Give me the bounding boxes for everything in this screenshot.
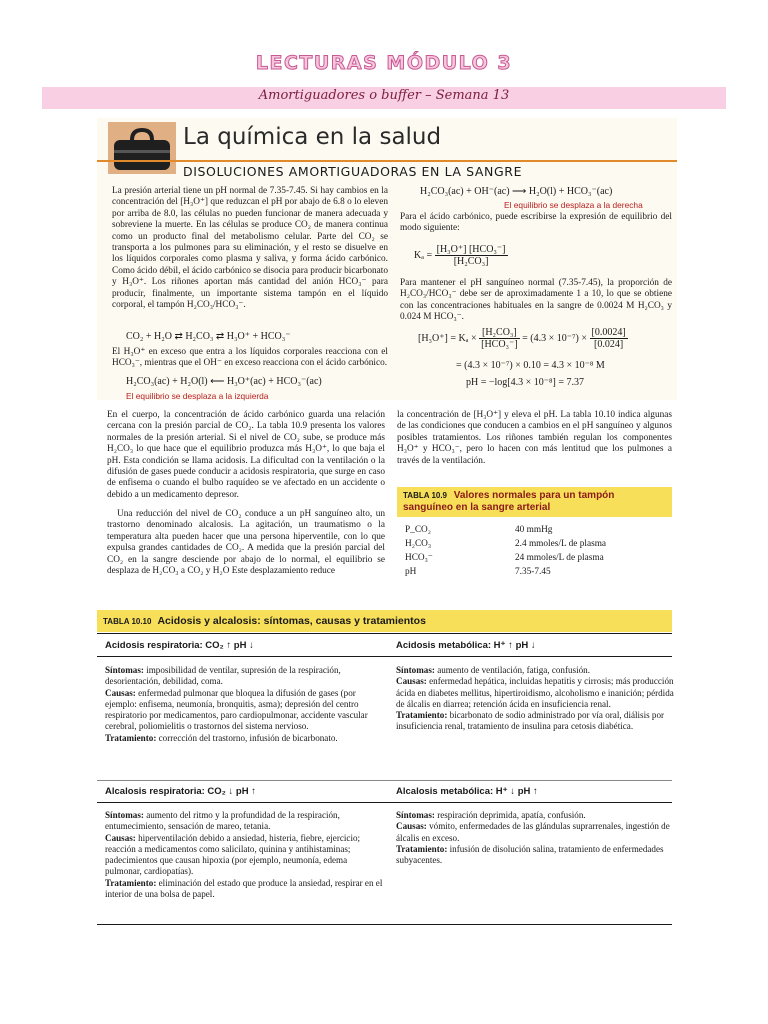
treatment-text: eliminación del estado que produce la ansiedad, respirar en el interior de una bolsa de papel. — [105, 877, 383, 900]
table-10-9-header — [397, 487, 672, 517]
acidosis-metabolic-cell — [396, 665, 674, 733]
right-shift-equation: H₂CO₃(ac) + OH⁻(ac) ⟶ H₂O(l) + HCO₃⁻(ac) — [420, 186, 613, 197]
equilibrium-equation: CO₂ + H₂O ⇄ H₂CO₃ ⇄ H₃O⁺ + HCO₃⁻ — [126, 331, 291, 342]
row-key: H₂CO₃ — [405, 539, 432, 549]
calc-lhs: [H₃O⁺] = Kₐ × — [418, 332, 477, 344]
calc-f2-num: [0.0024] — [591, 327, 626, 338]
table-10-9 — [397, 487, 672, 579]
ka-lhs: Kₐ = — [414, 249, 433, 261]
acidosis-respiratory-header: Acidosis respiratoria: CO₂ ↑ pH ↓ — [105, 640, 254, 651]
label-causes: Causas: — [396, 821, 427, 832]
calc-line-3: pH = −log[4.3 × 10⁻⁸] = 7.37 — [466, 377, 584, 388]
body-paragraph-3: la concentración de [H₃O⁺] y eleva el pH. La tabla 10.10 indica algunas de las condiciones que conducen a cambios en el pH sanguíneo y algunos posibles tratamientos. Los riñones también regulan los componentes H₃O⁺ y HCO₃⁻, pero lo hacen con más lentitud que los pulmones a través de la ventilación. — [397, 410, 672, 466]
medical-bag-icon — [108, 122, 176, 174]
row-key: pH — [405, 567, 417, 577]
symptoms-text: aumento de ventilación, fatiga, confusión. — [437, 665, 590, 675]
calc-mid: = (4.3 × 10⁻⁷) × — [522, 332, 587, 344]
ratio-paragraph: Para mantener el pH sanguíneo normal (7.35-7.45), la proporción de H₂CO₃/HCO₃⁻ debe ser de aproximadamente 1 a 10, lo que se obtiene con las concentraciones habituales en la sangre de 0.0024 M H₂CO₃ y 0.024 M HCO₃⁻. — [400, 278, 672, 323]
causes-text: hiperventilación debido a ansiedad, histeria, fiebre, ejercicio; reacción a medicamentos como salicilato, quinina y antihistaminas; padecimientos que causan hipoxia (por ejemplo, neumonía, edema pulmonar, cardiopatías). — [105, 832, 361, 877]
label-treatment: Tratamiento: — [396, 710, 448, 721]
label-treatment: Tratamiento: — [105, 877, 157, 888]
right-shift-note: El equilibrio se desplaza a la derecha — [504, 200, 643, 210]
label-treatment: Tratamiento: — [396, 843, 448, 854]
label-symptoms: Síntomas: — [396, 665, 435, 675]
ka-numerator: [H₃O⁺] [HCO₃⁻] — [436, 244, 506, 255]
row-value: 2.4 mmoles/L de plasma — [515, 539, 607, 549]
symptoms-text: aumento del ritmo y la profundidad de la respiración, entumecimiento, sensación de mareo, tetania. — [105, 810, 340, 832]
row-key: P_CO₂ — [405, 525, 431, 535]
page-title: LECTURAS MÓDULO 3 — [255, 52, 513, 74]
rule — [97, 780, 672, 781]
calc-fraction-2 — [590, 327, 628, 350]
page-subtitle: Amortiguadores o buffer – Semana 13 — [258, 88, 510, 103]
excess-paragraph: El H₃O⁺ en exceso que entra a los líquidos corporales reacciona con el HCO₃⁻, mientras que el OH⁻ en exceso reacciona con el ácido carbónico. — [112, 347, 388, 369]
table-tag: TABLA 10.9 — [403, 491, 448, 500]
label-symptoms: Síntomas: — [396, 810, 435, 820]
row-value: 7.35-7.45 — [515, 567, 551, 577]
rule — [97, 633, 672, 634]
calc-f1-num: [H₂CO₃] — [479, 327, 520, 339]
treatment-text: infusión de disolución salina, tratamiento de enfermedades subyacentes. — [396, 843, 664, 866]
body-paragraph-1: En el cuerpo, la concentración de ácido carbónico guarda una relación cercana con la presión parcial de CO₂. La tabla 10.9 presenta los valores normales de la presión arterial. Si el nivel de CO₂ sube, se produce más H₂CO₃ lo que hace que el equilibrio produzca más H₃O⁺, lo que baja el pH. Esta condición se llama acidosis. La dificultad con la ventilación o la difusión de gases puede conducir a acidosis respiratoria, que surge en caso de enfisema o cuando el bulbo raquídeo se ve afectado en un accidente o debido a un medicamento depresor. — [107, 410, 385, 500]
table-10-10-header — [97, 610, 672, 632]
causes-text: enfermedad pulmonar que bloquea la difusión de gases (por ejemplo: enfisema, neumonía, bronquitis, asma); depresión del centro respiratorio por medicamentos, paro cardiopulmonar, accidente vascular cerebral, poliomielitis o trastornos del sistema nervioso. — [105, 687, 368, 732]
causes-text: vómito, enfermedades de las glándulas suprarrenales, ingestión de álcalis en exceso. — [396, 821, 670, 843]
left-shift-note: El equilibrio se desplaza a la izquierda — [126, 391, 269, 401]
row-value: 24 mmoles/L de plasma — [515, 553, 604, 563]
alkalosis-respiratory-header: Alcalosis respiratoria: CO₂ ↓ pH ↑ — [105, 786, 256, 797]
label-symptoms: Síntomas: — [105, 810, 144, 820]
calc-f1-den: [HCO₃⁻] — [481, 339, 518, 350]
table-row — [397, 537, 672, 551]
left-shift-equation: H₂CO₃(ac) + H₂O(l) ⟵ H₃O⁺(ac) + HCO₃⁻(ac) — [126, 376, 322, 387]
label-causes: Causas: — [396, 676, 427, 687]
body-paragraph-2: Una reducción del nivel de CO₂ conduce a un pH sanguíneo alto, un trastorno denominado alcalosis. La agitación, un traumatismo o la temperatura alta pueden hacer que una persona hiperventile, con lo que expulsa grandes cantidades de CO₂. A medida que la presión parcial del CO₂ en la sangre desciende por abajo de lo normal, el equilibrio se desplaza de H₂CO₃ a CO₂ y H₂O Este desplazamiento reduce — [107, 509, 385, 577]
calc-line-2: = (4.3 × 10⁻⁷) × 0.10 = 4.3 × 10⁻⁸ M — [456, 360, 605, 371]
acidosis-metabolic-header: Acidosis metabólica: H⁺ ↑ pH ↓ — [396, 640, 536, 651]
label-treatment: Tratamiento: — [105, 732, 157, 743]
rule — [97, 802, 672, 803]
table-tag: TABLA 10.10 — [103, 617, 152, 626]
alkalosis-metabolic-cell — [396, 810, 674, 866]
row-key: HCO₃⁻ — [405, 553, 433, 563]
table-title: Valores normales para un tampón sanguíneo en la sangre arterial — [403, 490, 615, 513]
row-value: 40 mmHg — [515, 525, 553, 535]
causes-text: enfermedad hepática, incluidas hepatitis y cirrosis; más producción ácida en diabetes mellitus, hipertiroidismo, alcoholismo e inanición; pérdida de álcalis en diarrea; retención ácida en insuficiencia renal. — [396, 676, 674, 709]
symptoms-text: respiración deprimida, apatía, confusión. — [437, 810, 586, 820]
table-row — [397, 523, 672, 537]
alkalosis-metabolic-header: Alcalosis metabólica: H⁺ ↓ pH ↑ — [396, 786, 538, 797]
section-title: La química en la salud — [183, 124, 442, 150]
table-10-10 — [97, 610, 672, 926]
section-subtitle: DISOLUCIONES AMORTIGUADORAS EN LA SANGRE — [183, 164, 523, 179]
alkalosis-respiratory-cell — [105, 810, 383, 900]
ka-denominator: [H₂CO₃] — [453, 256, 489, 267]
h3o-calculation — [418, 327, 628, 350]
table-row — [397, 565, 672, 579]
table-title: Acidosis y alcalosis: síntomas, causas y tratamientos — [157, 615, 426, 627]
rule — [97, 924, 672, 925]
ka-intro: Para el ácido carbónico, puede escribirse la expresión de equilibrio del modo siguiente: — [400, 212, 672, 234]
ka-fraction — [435, 244, 508, 267]
intro-paragraph: La presión arterial tiene un pH normal de 7.35-7.45. Si hay cambios en la concentración del [H₃O⁺] que reduzcan el pH por abajo de 6.8 o lo eleven por arriba de 8.0, las células no pueden funcionar de manera adecuada y sobreviene la muerte. En las células se produce CO₂ de manera continua como un producto final del metabolismo celular. Parte del CO₂ se transporta a los pulmones para su eliminación, y el resto se disuelve en los líquidos corporales como plasma y saliva, y forma ácido carbónico. Como ácido débil, el ácido carbónico se disocia para producir bicarbonato y H₃O⁺. Los riñones aportan más cantidad del anión HCO₃⁻ para producir, finalmente, un importante sistema tampón en el líquido corporal, el tampón H₂CO₃/HCO₃⁻. — [112, 186, 388, 311]
label-causes: Causas: — [105, 832, 136, 843]
calc-fraction-1 — [479, 327, 520, 350]
treatment-text: corrección del trastorno, infusión de bicarbonato. — [158, 732, 338, 743]
calc-f2-den: [0.024] — [594, 339, 624, 350]
rule — [97, 656, 672, 657]
table-row — [397, 551, 672, 565]
label-symptoms: Síntomas: — [105, 665, 144, 675]
ka-expression — [414, 244, 508, 267]
symptoms-text: imposibilidad de ventilar, supresión de la respiración, desorientación, debilidad, coma. — [105, 665, 341, 687]
divider — [97, 160, 677, 162]
treatment-text: bicarbonato de sodio administrado por vía oral, diálisis por insuficiencia renal, tratamiento de insulina para cetosis diabética. — [396, 710, 665, 732]
label-causes: Causas: — [105, 687, 136, 698]
acidosis-respiratory-cell — [105, 665, 383, 744]
